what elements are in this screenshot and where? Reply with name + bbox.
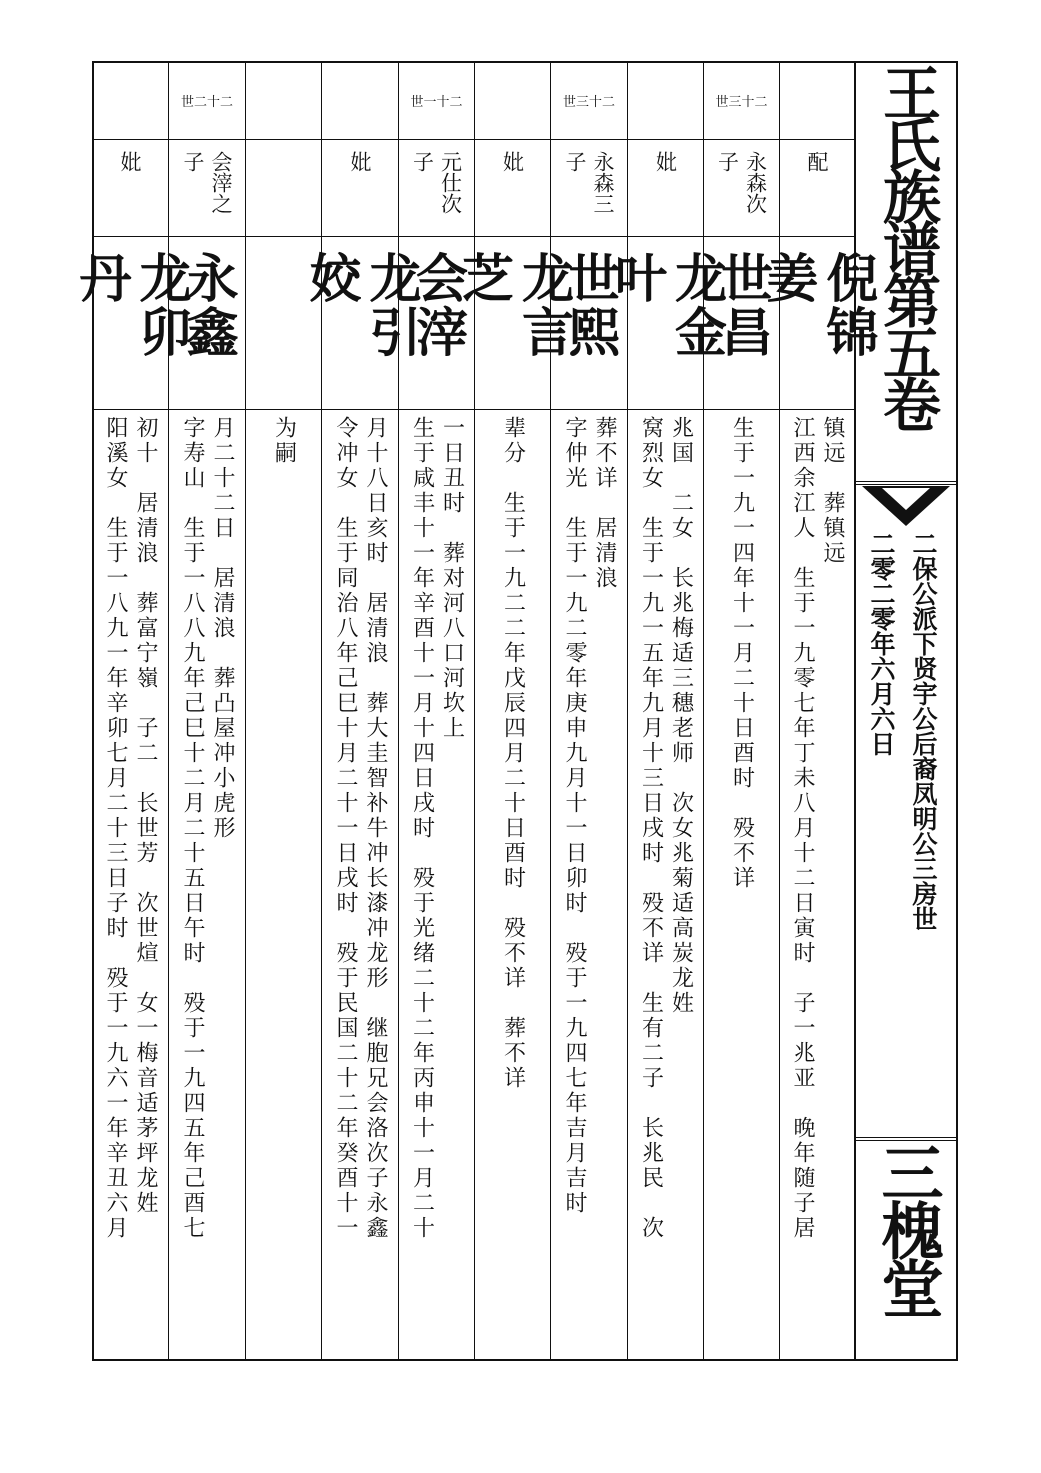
- relation-label: [246, 151, 321, 231]
- generation-label: 世一十二: [410, 95, 463, 110]
- biography-line: 阳溪女 生于一八九一年辛卯七月二十三日子时 殁于一九六一年辛丑六月: [103, 416, 128, 1241]
- generation-label: 世二十二: [180, 95, 233, 110]
- biography-line: 兆国 二女 长兆梅适三穗老师 次女兆菊适高炭龙姓: [668, 416, 694, 1016]
- lineage-subtitle: 二保公派下贤宇公后裔凤明公三房世: [909, 531, 938, 931]
- person-name: 永鑫: [177, 251, 237, 359]
- biography: [551, 416, 627, 1351]
- biography-line: 葬不详 居清浪: [592, 416, 617, 591]
- biography-line: 字寿山 生于一八八九年己巳十二月二十五日午时 殁于一九四五年己酉七: [180, 416, 205, 1241]
- hall-name: 三槐堂: [871, 1141, 944, 1315]
- person-name: 龙卯丹: [70, 251, 190, 359]
- person-name: 龙引姣: [300, 251, 420, 359]
- relation-label: 妣: [653, 151, 678, 172]
- generation-label: 世三十二: [715, 95, 768, 110]
- column-1: [757, 61, 877, 1361]
- column-7: [300, 61, 420, 1361]
- biography: [780, 416, 854, 1351]
- relation-label: 永森三子: [563, 151, 615, 214]
- biography: [169, 416, 245, 1351]
- title-band: [856, 61, 958, 1361]
- biography-line: 生于咸丰十一年辛酉十一月十四日戌时 殁于光绪二十二年丙申十一月二十: [409, 416, 435, 1241]
- biography-line: 初十 居清浪 葬富宁嶺 子二 长世芳 次世煊 女一梅音适茅坪龙姓: [133, 416, 158, 1216]
- relation-label: 妣: [118, 151, 142, 172]
- biography: [628, 416, 703, 1351]
- biography: [475, 416, 550, 1351]
- biography-line: 令冲女 生于同治八年己巳十月二十一日戌时 殁于民国二十二年癸酉十一: [333, 416, 358, 1241]
- biography-line: 江西余江人 生于一九零七年丁未八月十二日寅时 子一兆亚 晚年随子居: [790, 416, 815, 1241]
- biography: [246, 416, 321, 1351]
- person-name: 倪锦姜: [757, 251, 877, 359]
- column-10: [70, 61, 190, 1361]
- relation-label: 元仕次子: [410, 151, 463, 214]
- biography: [704, 416, 779, 1351]
- biography-line: 生于一九一四年十一月二十日酉时 殁不详: [729, 416, 755, 891]
- person-name: 会滓: [406, 251, 467, 359]
- biography-line: 字仲光 生于一九二零年庚申九月十一日卯时 殁于一九四七年吉月吉时: [562, 416, 587, 1216]
- person-name: 龙言芝: [452, 251, 573, 359]
- biography: [92, 416, 168, 1351]
- person-name: 世熙: [559, 251, 619, 359]
- relation-label: 永森次子: [715, 151, 768, 214]
- relation-label: 会滓之子: [181, 151, 233, 214]
- relation-label: 妣: [348, 151, 372, 172]
- biography-line: 一日丑时 葬对河八口河坎上: [439, 416, 465, 741]
- title-divider: [856, 481, 958, 485]
- relation-label: 配: [805, 151, 829, 172]
- genealogy-page: [70, 61, 958, 1361]
- biography: [322, 416, 398, 1351]
- person-name: 龙金叶: [605, 251, 726, 359]
- date-subtitle: 二零二零年六月六日: [867, 531, 896, 756]
- biography-line: 月二十二日 居清浪 葬凸屋冲小虎形: [210, 416, 235, 841]
- biography-line: 为嗣: [271, 416, 297, 466]
- person-name: 世昌: [711, 251, 772, 359]
- biography-line: 辈分 生于一九二二年戊辰四月二十日酉时 殁不详 葬不详: [500, 416, 526, 1091]
- column-3: [605, 61, 726, 1361]
- biography-line: 月十八日亥时 居清浪 葬大圭智补牛冲长漆冲龙形 继胞兄会洛次子永鑫: [363, 416, 388, 1241]
- biography-line: 镇远 葬镇远: [820, 416, 845, 566]
- relation-label: 妣: [500, 151, 525, 172]
- generation-label: 世三十二: [562, 95, 615, 110]
- volume-title: 王氏族谱第五卷: [873, 63, 941, 427]
- fishtail-mark-inner: [882, 488, 930, 510]
- biography-line: 窝烈女 生于一九一五年九月十三日戌时 殁不详 生有二子 长兆民 次: [638, 416, 664, 1241]
- biography: [399, 416, 474, 1351]
- column-9: [169, 61, 246, 1361]
